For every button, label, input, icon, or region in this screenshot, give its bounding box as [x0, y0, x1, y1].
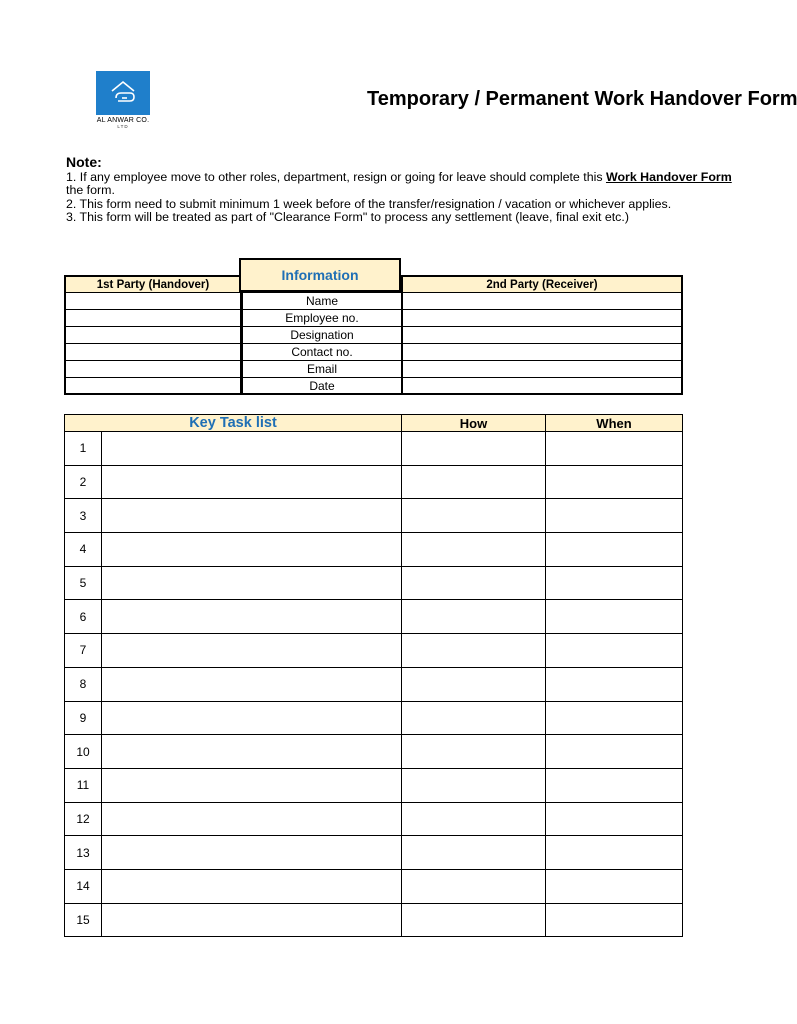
note-1-text: 1. If any employee move to other roles, department, resign or going for leave should complete this: [66, 170, 606, 184]
task-when-cell[interactable]: [546, 702, 683, 736]
task-description-cell[interactable]: [102, 499, 402, 533]
information-body: [64, 293, 683, 395]
handover-value-cell[interactable]: [66, 310, 241, 327]
task-how-cell[interactable]: [402, 735, 546, 769]
task-when-cell[interactable]: [546, 600, 683, 634]
task-number: 12: [65, 803, 102, 837]
notes-section: [66, 153, 732, 233]
handover-value-cell[interactable]: [66, 378, 241, 395]
notes-heading: Note:: [66, 154, 102, 170]
task-row: [65, 769, 683, 803]
information-table: [64, 275, 683, 395]
handover-party-header: 1st Party (Handover): [66, 277, 241, 293]
key-task-header: Key Task list: [65, 415, 402, 432]
field-label: Designation: [241, 327, 403, 344]
task-how-cell[interactable]: [402, 836, 546, 870]
task-number: 9: [65, 702, 102, 736]
receiver-value-cell[interactable]: [403, 344, 683, 361]
task-number: 10: [65, 735, 102, 769]
task-row: [65, 836, 683, 870]
task-number: 11: [65, 769, 102, 803]
field-label: Contact no.: [241, 344, 403, 361]
task-number: 5: [65, 567, 102, 601]
task-number: 1: [65, 432, 102, 466]
task-row: [65, 803, 683, 837]
task-when-cell[interactable]: [546, 904, 683, 938]
handover-value-cell[interactable]: [66, 344, 241, 361]
handover-value-cell[interactable]: [66, 293, 241, 310]
task-when-cell[interactable]: [546, 466, 683, 500]
task-description-cell[interactable]: [102, 432, 402, 466]
task-when-cell[interactable]: [546, 769, 683, 803]
task-row: [65, 499, 683, 533]
task-how-cell[interactable]: [402, 769, 546, 803]
task-number: 7: [65, 634, 102, 668]
task-when-cell[interactable]: [546, 634, 683, 668]
title-region: [360, 84, 797, 114]
task-number: 8: [65, 668, 102, 702]
task-how-cell[interactable]: [402, 634, 546, 668]
task-when-cell[interactable]: [546, 735, 683, 769]
task-description-cell[interactable]: [102, 567, 402, 601]
receiver-value-cell[interactable]: [403, 361, 683, 378]
handover-value-cell[interactable]: [66, 327, 241, 344]
information-row: [64, 344, 683, 361]
task-when-cell[interactable]: [546, 836, 683, 870]
receiver-value-cell[interactable]: [403, 378, 683, 395]
task-how-cell[interactable]: [402, 702, 546, 736]
task-description-cell[interactable]: [102, 735, 402, 769]
task-description-cell[interactable]: [102, 702, 402, 736]
task-number: 4: [65, 533, 102, 567]
information-row: [64, 327, 683, 344]
task-row: [65, 432, 683, 466]
note-3: 3. This form will be treated as part of "Clearance Form" to process any settlement (leave, final exit etc.): [66, 209, 629, 224]
field-label: Date: [241, 378, 403, 395]
receiver-value-cell[interactable]: [403, 327, 683, 344]
task-when-cell[interactable]: [546, 803, 683, 837]
information-header: Information: [239, 258, 401, 292]
task-row: [65, 702, 683, 736]
task-how-cell[interactable]: [402, 668, 546, 702]
task-number: 3: [65, 499, 102, 533]
task-how-cell[interactable]: [402, 904, 546, 938]
task-when-cell[interactable]: [546, 567, 683, 601]
task-description-cell[interactable]: [102, 904, 402, 938]
task-how-cell[interactable]: [402, 600, 546, 634]
company-logo: [96, 71, 150, 115]
task-how-cell[interactable]: [402, 466, 546, 500]
receiver-party-header: 2nd Party (Receiver): [403, 277, 683, 293]
task-when-cell[interactable]: [546, 499, 683, 533]
task-description-cell[interactable]: [102, 533, 402, 567]
how-header: How: [402, 415, 546, 432]
task-row: [65, 870, 683, 904]
task-number: 6: [65, 600, 102, 634]
task-row: [65, 533, 683, 567]
task-when-cell[interactable]: [546, 870, 683, 904]
information-row: [64, 310, 683, 327]
task-when-cell[interactable]: [546, 668, 683, 702]
note-1: [66, 170, 732, 184]
task-description-cell[interactable]: [102, 803, 402, 837]
information-row: [64, 361, 683, 378]
task-description-cell[interactable]: [102, 836, 402, 870]
task-how-cell[interactable]: [402, 432, 546, 466]
task-description-cell[interactable]: [102, 600, 402, 634]
note-2: 2. This form need to submit minimum 1 week before of the transfer/resignation / vacation or whichever applies.: [66, 196, 672, 211]
task-row: [65, 668, 683, 702]
key-task-table: [64, 414, 683, 937]
task-how-cell[interactable]: [402, 533, 546, 567]
task-table-header: [65, 415, 683, 432]
task-description-cell[interactable]: [102, 634, 402, 668]
task-how-cell[interactable]: [402, 499, 546, 533]
logo-company-name: AL ANWAR CO.: [96, 117, 150, 124]
task-row: [65, 466, 683, 500]
receiver-value-cell[interactable]: [403, 293, 683, 310]
task-description-cell[interactable]: [102, 870, 402, 904]
task-when-cell[interactable]: [546, 533, 683, 567]
task-description-cell[interactable]: [102, 466, 402, 500]
when-header: When: [546, 415, 683, 432]
information-row: [64, 378, 683, 395]
task-row: [65, 735, 683, 769]
page-title: Temporary / Permanent Work Handover Form: [367, 88, 797, 110]
field-label: Email: [241, 361, 403, 378]
house-icon: [96, 71, 150, 115]
task-number: 15: [65, 904, 102, 938]
task-how-cell[interactable]: [402, 567, 546, 601]
note-1-form-name: Work Handover Form: [605, 170, 732, 184]
field-label: Employee no.: [241, 310, 403, 327]
logo-company-suffix: LTD: [117, 124, 129, 129]
task-number: 13: [65, 836, 102, 870]
field-label: Name: [241, 293, 403, 310]
task-when-cell[interactable]: [546, 432, 683, 466]
receiver-value-cell[interactable]: [403, 310, 683, 327]
handover-value-cell[interactable]: [66, 361, 241, 378]
task-row: [65, 904, 683, 938]
task-row: [65, 634, 683, 668]
task-table-body: [65, 432, 683, 937]
information-row: [64, 293, 683, 310]
task-number: 2: [65, 466, 102, 500]
task-description-cell[interactable]: [102, 668, 402, 702]
note-1-continuation: the form.: [66, 183, 115, 198]
task-row: [65, 600, 683, 634]
task-how-cell[interactable]: [402, 870, 546, 904]
task-row: [65, 567, 683, 601]
task-description-cell[interactable]: [102, 769, 402, 803]
task-number: 14: [65, 870, 102, 904]
task-how-cell[interactable]: [402, 803, 546, 837]
